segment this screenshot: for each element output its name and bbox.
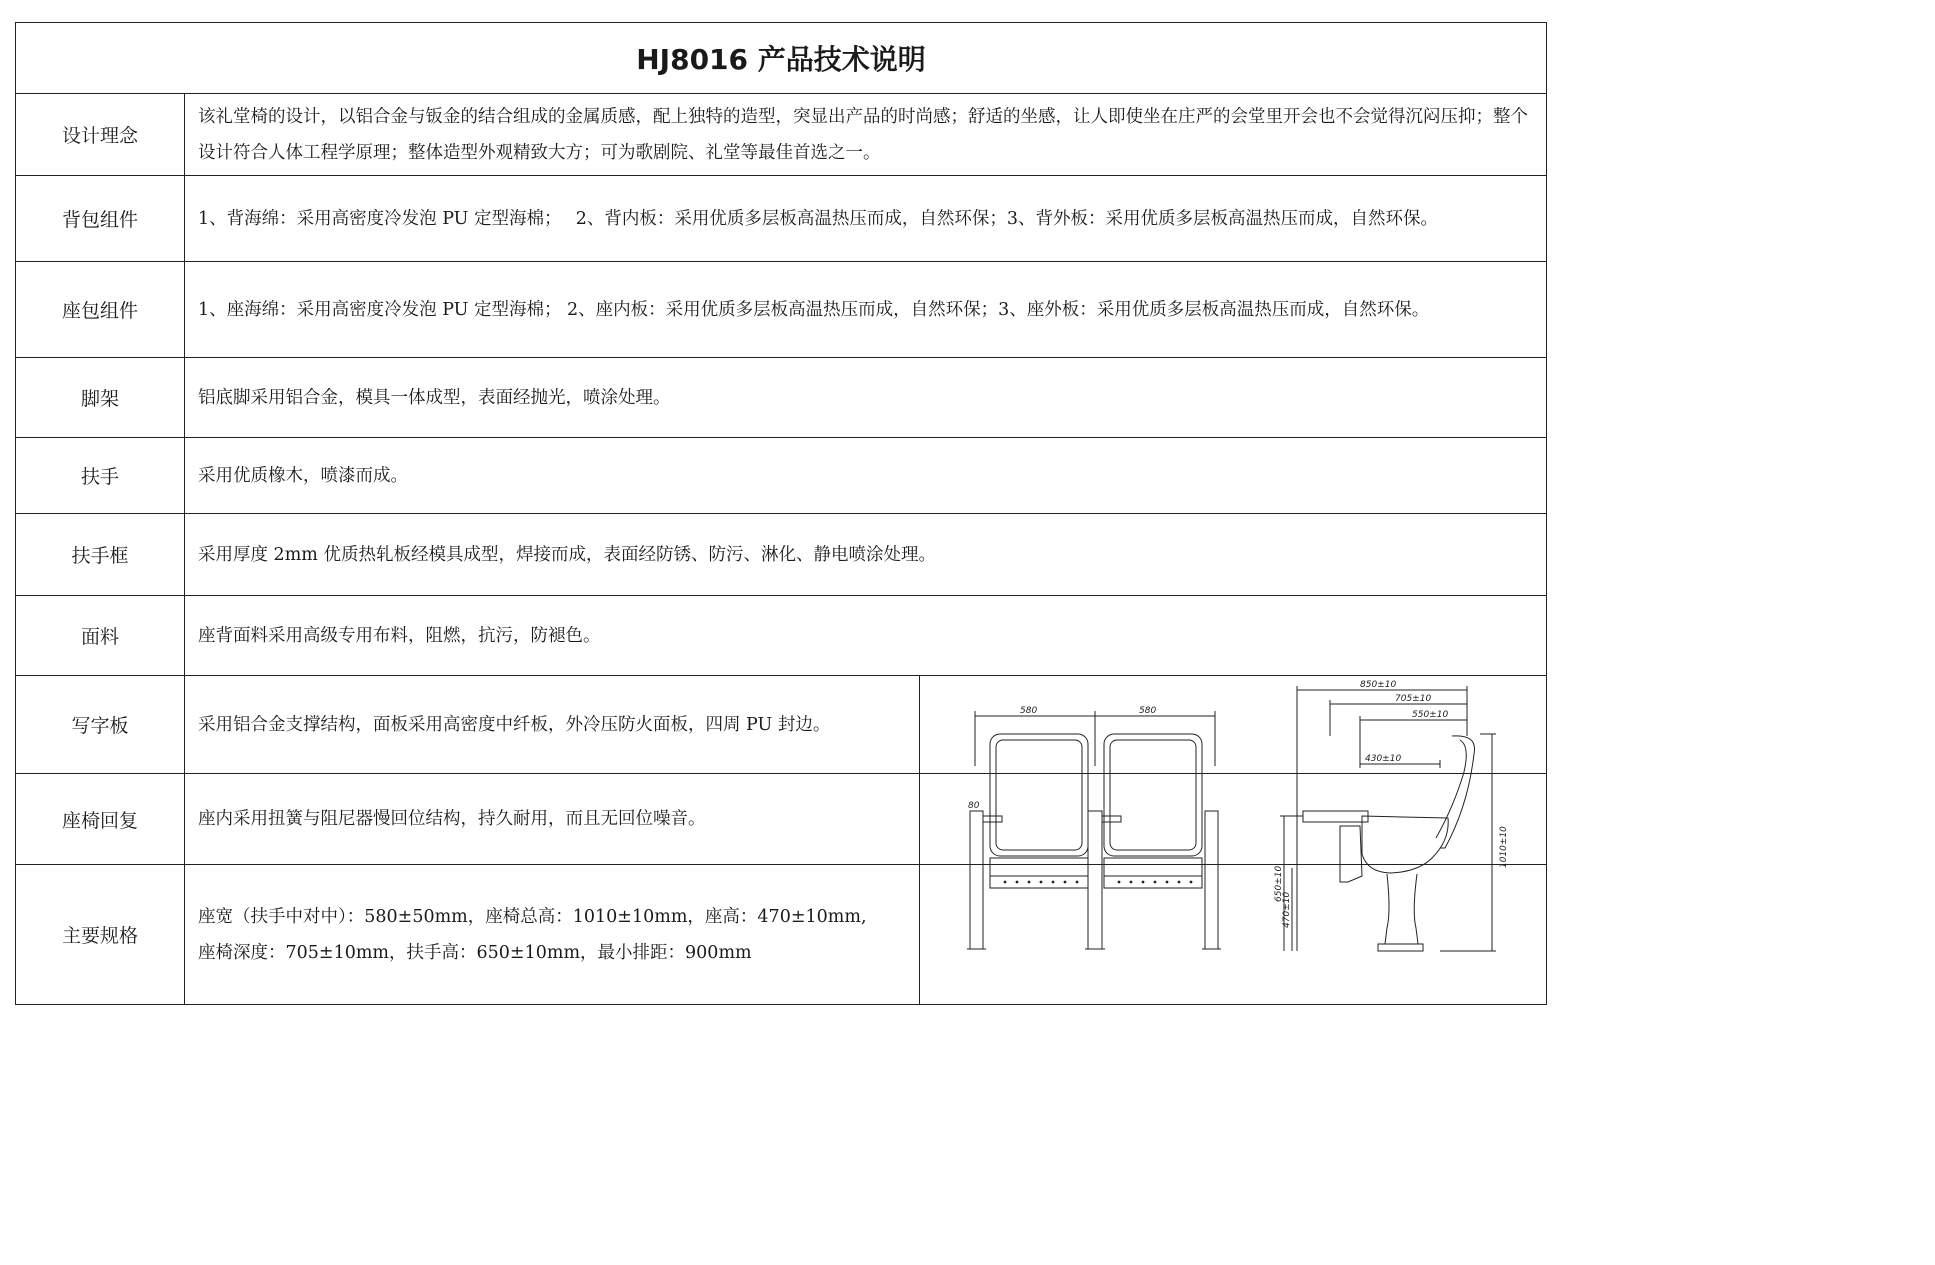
row-label: 主要规格: [16, 865, 185, 1004]
dim-width-right: 580: [1139, 706, 1157, 716]
row-text: 采用铝合金支撑结构，面板采用高密度中纤板，外冷压防火面板，四周 PU 封边。: [185, 676, 920, 773]
spec-row-armrest: [16, 438, 1546, 514]
chair-back-left: [990, 734, 1088, 856]
row-text: 铝底脚采用铝合金，模具一体成型，表面经抛光，喷涂处理。: [198, 387, 671, 408]
side-seat: [1362, 816, 1448, 873]
row-label: 扶手: [16, 438, 185, 513]
writing-board-right: [1102, 816, 1121, 822]
row-label: 脚架: [16, 358, 185, 437]
row-label: 面料: [16, 596, 185, 675]
row-text: 1、背海绵：采用高密度冷发泡 PU 定型海棉； 2、背内板：采用优质多层板高温热压而成，自然环保；3、背外板：采用优质多层板高温热压而成，自然环保。: [198, 208, 1439, 229]
drawing-svg: [920, 676, 1546, 1004]
row-text: 采用优质橡木，喷漆而成。: [198, 465, 408, 486]
row-label: 座包组件: [16, 262, 185, 357]
spec-line-1: 座宽（扶手中对中）：580±50mm，座椅总高：1010±10mm，座高：470±10mm,: [198, 906, 867, 927]
spec-row-fabric: [16, 596, 1546, 676]
row-text: 座背面料采用高级专用布料，阻燃，抗污，防褪色。: [198, 625, 601, 646]
row-label: 设计理念: [16, 94, 185, 175]
chair-back-right: [1104, 734, 1202, 856]
row-text: 该礼堂椅的设计，以铝合金与钣金的结合组成的金属质感，配上独特的造型，突显出产品的时尚感；舒适的坐感，让人即使坐在庄严的会堂里开会也不会觉得沉闷压抑；整个设计符合人体工程学原理；整体造型外观精致大方；可为歌剧院、礼堂等最佳首选之一。: [198, 106, 1528, 163]
dim-armrest-width: 80: [968, 801, 980, 811]
row-text: 采用厚度 2mm 优质热轧板经模具成型，焊接而成，表面经防锈、防污、淋化、静电喷涂处理。: [198, 544, 936, 565]
seat-left: [990, 858, 1088, 876]
dim-height-1010: 1010±10: [1499, 826, 1509, 868]
spec-row-legs: [16, 358, 1546, 438]
arm-post-middle: [1088, 811, 1102, 949]
page-title: HJ8016 产品技术说明: [16, 23, 1546, 94]
arm-post-right: [1205, 811, 1218, 949]
dim-height-650: 650±10: [1274, 865, 1284, 902]
side-writing-board: [1303, 811, 1368, 822]
seat-right: [1104, 858, 1202, 876]
dim-width-left: 580: [1020, 706, 1038, 716]
spec-row-seat: [16, 262, 1546, 358]
row-label: 背包组件: [16, 176, 185, 261]
row-text: 座内采用扭簧与阻尼器慢回位结构，持久耐用，而且无回位噪音。: [185, 774, 920, 864]
side-pedestal: [1385, 874, 1418, 944]
dim-depth-705: 705±10: [1395, 694, 1432, 704]
spec-line-2: 座椅深度：705±10mm，扶手高：650±10mm，最小排距：900mm: [198, 942, 752, 963]
dim-depth-430: 430±10: [1365, 754, 1402, 764]
dim-depth-550: 550±10: [1412, 710, 1449, 720]
row-label: 写字板: [16, 676, 185, 773]
spec-sheet: [15, 22, 1547, 1005]
writing-board-left: [983, 816, 1002, 822]
spec-row-back: [16, 176, 1546, 262]
row-text: 1、座海绵：采用高密度冷发泡 PU 定型海棉； 2、座内板：采用优质多层板高温热压而成，自然环保；3、座外板：采用优质多层板高温热压而成，自然环保。: [198, 299, 1430, 320]
row-label: 座椅回复: [16, 774, 185, 864]
row-text: [185, 865, 920, 1004]
spec-row-design: [16, 94, 1546, 176]
dim-height-470: 470±10: [1282, 891, 1292, 928]
row-label: 扶手框: [16, 514, 185, 595]
dim-depth-850: 850±10: [1360, 680, 1397, 690]
arm-post-left: [970, 811, 983, 949]
chair-technical-drawing: [920, 676, 1546, 1004]
spec-row-armrest-frame: [16, 514, 1546, 596]
